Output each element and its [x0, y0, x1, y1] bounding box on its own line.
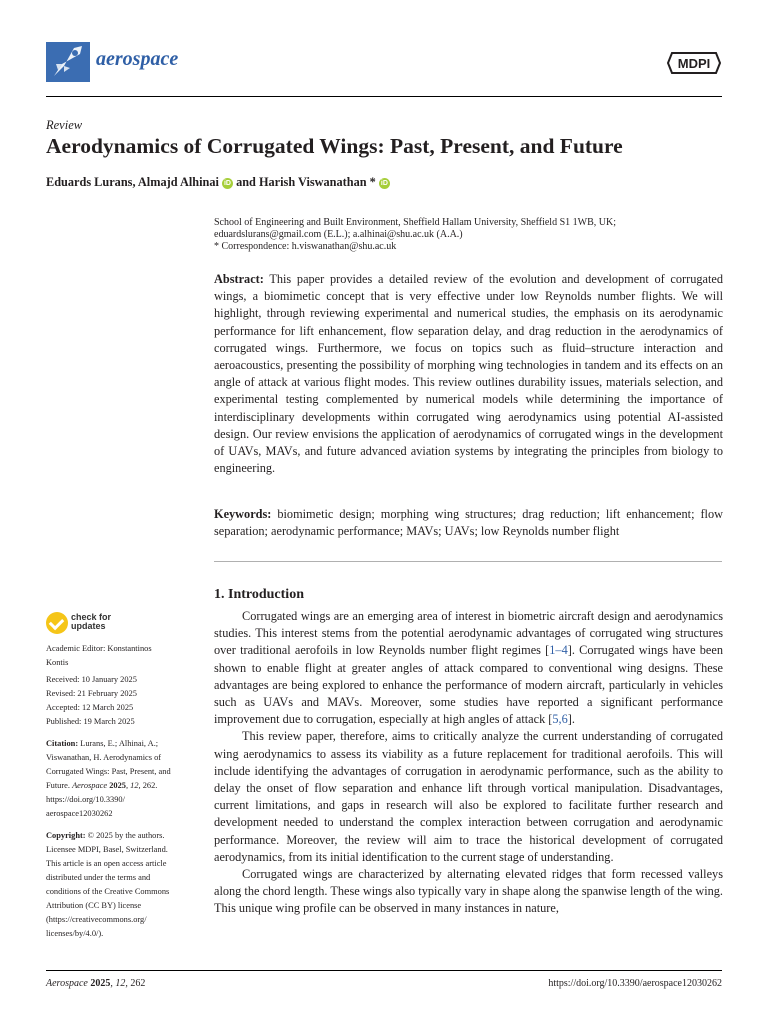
copyright-block: Copyright: © 2025 by the authors. Licensee MDPI, Basel, Switzerland. This article is an open access article distributed under the terms and conditions of the Creative Commons Attribution (CC BY) license (https://creativecommons.org/ licenses/by/4.0/).: [46, 829, 206, 941]
citation-block: Citation: Lurans, E.; Alhinai, A.; Viswanathan, H. Aerodynamics of Corrugated Wings: Past, Present, and Future. Aerospace 2025, 12, 262. https://doi.org/10.3390/ aerospace12030262: [46, 737, 206, 821]
check-for-updates-icon[interactable]: [46, 612, 68, 634]
citation-doi-link[interactable]: https://doi.org/10.3390/: [46, 795, 125, 804]
footer-divider: [46, 970, 722, 971]
paragraph: Corrugated wings are characterized by alternating elevated ridges that form recessed valleys along the chord length. These wings also typically vary in shape along the spanwise length of the wing. This unique wing profile can be observed in many instances in nature,: [214, 867, 723, 916]
header-divider: [46, 96, 722, 97]
abstract-text: This paper provides a detailed review of the evolution and development of corrugated wings, a biomimetic concept that is very effective under low Reynolds number flights. We will highlight, through reviewing experimental and numerical studies, the emphasis on its aerodynamic performance for lift enhancement, flow separation delay, and drag reduction in the aerodynamics of corrugated wings. Furthermore, we focus on topics such as fluid–structure interaction and aeroacoustics, presenting the possibility of morphing wing technologies in tandem and its effects on an angle of attack at various flight modes. This review outlines durability issues, materials selection, and experimental testing complemented by numerical models while determining the importance of interdisciplinary developments within corrugated wing aerodynamics using potential AI-assisted design. Our review envisions the application of aerodynamics of corrugated wings in the development of UAVs, MAVs, and future advanced aviation systems by integrating the principles from biology to engineering.: [214, 272, 724, 476]
affiliation-emails: eduardslurans@gmail.com (E.L.); a.alhinai@shu.ac.uk (A.A.): [214, 229, 463, 241]
paragraph: Corrugated wings are an emerging area of interest in biometric aircraft design and aerodynamics studies. This interest stems from the potential aerodynamic advantages of corrugated wing structures over traditional aerofoils in low Reynolds number flight regimes [1–4]. Corrugated wings have been shown to enable flight at greater angles of attack compared to conventional wing designs. These advantages are being explored to enhance the performance of modern aircraft, particularly in vehicles such as UAVs and MAVs. Moreover, some studies have reported a significant performance improvement due to corrugation, especially at high angles of attack [5,6].: [214, 609, 723, 727]
affiliation: [214, 217, 616, 254]
keywords-label: Keywords:: [214, 507, 272, 521]
orcid-icon[interactable]: iD: [223, 180, 231, 187]
authors-part2: and Harish Viswanathan *: [236, 175, 376, 189]
published-date: Published: 19 March 2025: [46, 717, 135, 726]
authors-part1: Eduards Lurans, Almajd Alhinai: [46, 175, 219, 189]
article-title: Aerodynamics of Corrugated Wings: Past, Present, and Future: [46, 134, 623, 158]
svg-text:MDPI: MDPI: [677, 56, 711, 71]
article-type: Review: [46, 118, 83, 132]
mdpi-logo: [666, 49, 722, 82]
citation-link[interactable]: 5,6: [552, 712, 568, 727]
check-for-updates-label[interactable]: check for updates: [71, 612, 112, 631]
section-heading: 1. Introduction: [214, 587, 304, 602]
academic-editor: Academic Editor: Konstantinos Kontis: [46, 644, 152, 667]
correspondence: * Correspondence: h.viswanathan@shu.ac.uk: [214, 241, 397, 253]
section-divider: [214, 561, 722, 562]
accepted-date: Accepted: 12 March 2025: [46, 703, 134, 712]
revised-date: Revised: 21 February 2025: [46, 689, 137, 698]
affiliation-line: School of Engineering and Built Environment, Sheffield Hallam University, Sheffield S1 1WB, UK;: [214, 217, 616, 228]
received-date: Received: 10 January 2025: [46, 675, 137, 684]
keywords: [214, 506, 723, 540]
license-link[interactable]: (https://creativecommons.org/: [46, 915, 147, 924]
abstract-label: Abstract:: [214, 272, 264, 286]
history-dates: [46, 673, 206, 729]
abstract: [214, 271, 723, 477]
citation-link[interactable]: 1–4: [549, 643, 568, 658]
keywords-text: biomimetic design; morphing wing structures; drag reduction; lift enhancement; flow separation; aerodynamic performance; MAVs; UAVs; low Reynolds number flight: [214, 507, 723, 539]
orcid-icon[interactable]: iD: [380, 180, 388, 187]
footer-doi-link[interactable]: https://doi.org/10.3390/aerospace12030262: [548, 978, 722, 989]
paragraph: This review paper, therefore, aims to critically analyze the current understanding of corrugated wing aerodynamics to assess its viability as a future replacement for traditional aerofoils. This will include identifying the advantages of corrugation in aerodynamic performance, such as the ability to delay the onset of flow separation and enhance lift through vortical manipulation. Disadvantages, current limitations, and gaps in research will also be explored to facilitate further research and development needed to understand the complex interaction between corrugation and aerodynamic performance. Moreover, the review will aim to trace the historical development of corrugated aerodynamics, from its initial identification to the current stage of understanding.: [214, 729, 723, 864]
journal-logo-icon: [46, 42, 90, 82]
intro-body: [214, 608, 723, 918]
author-list: [46, 175, 390, 190]
journal-name: aerospace: [96, 48, 179, 70]
footer-citation: Aerospace 2025, 12, 262: [46, 978, 146, 989]
